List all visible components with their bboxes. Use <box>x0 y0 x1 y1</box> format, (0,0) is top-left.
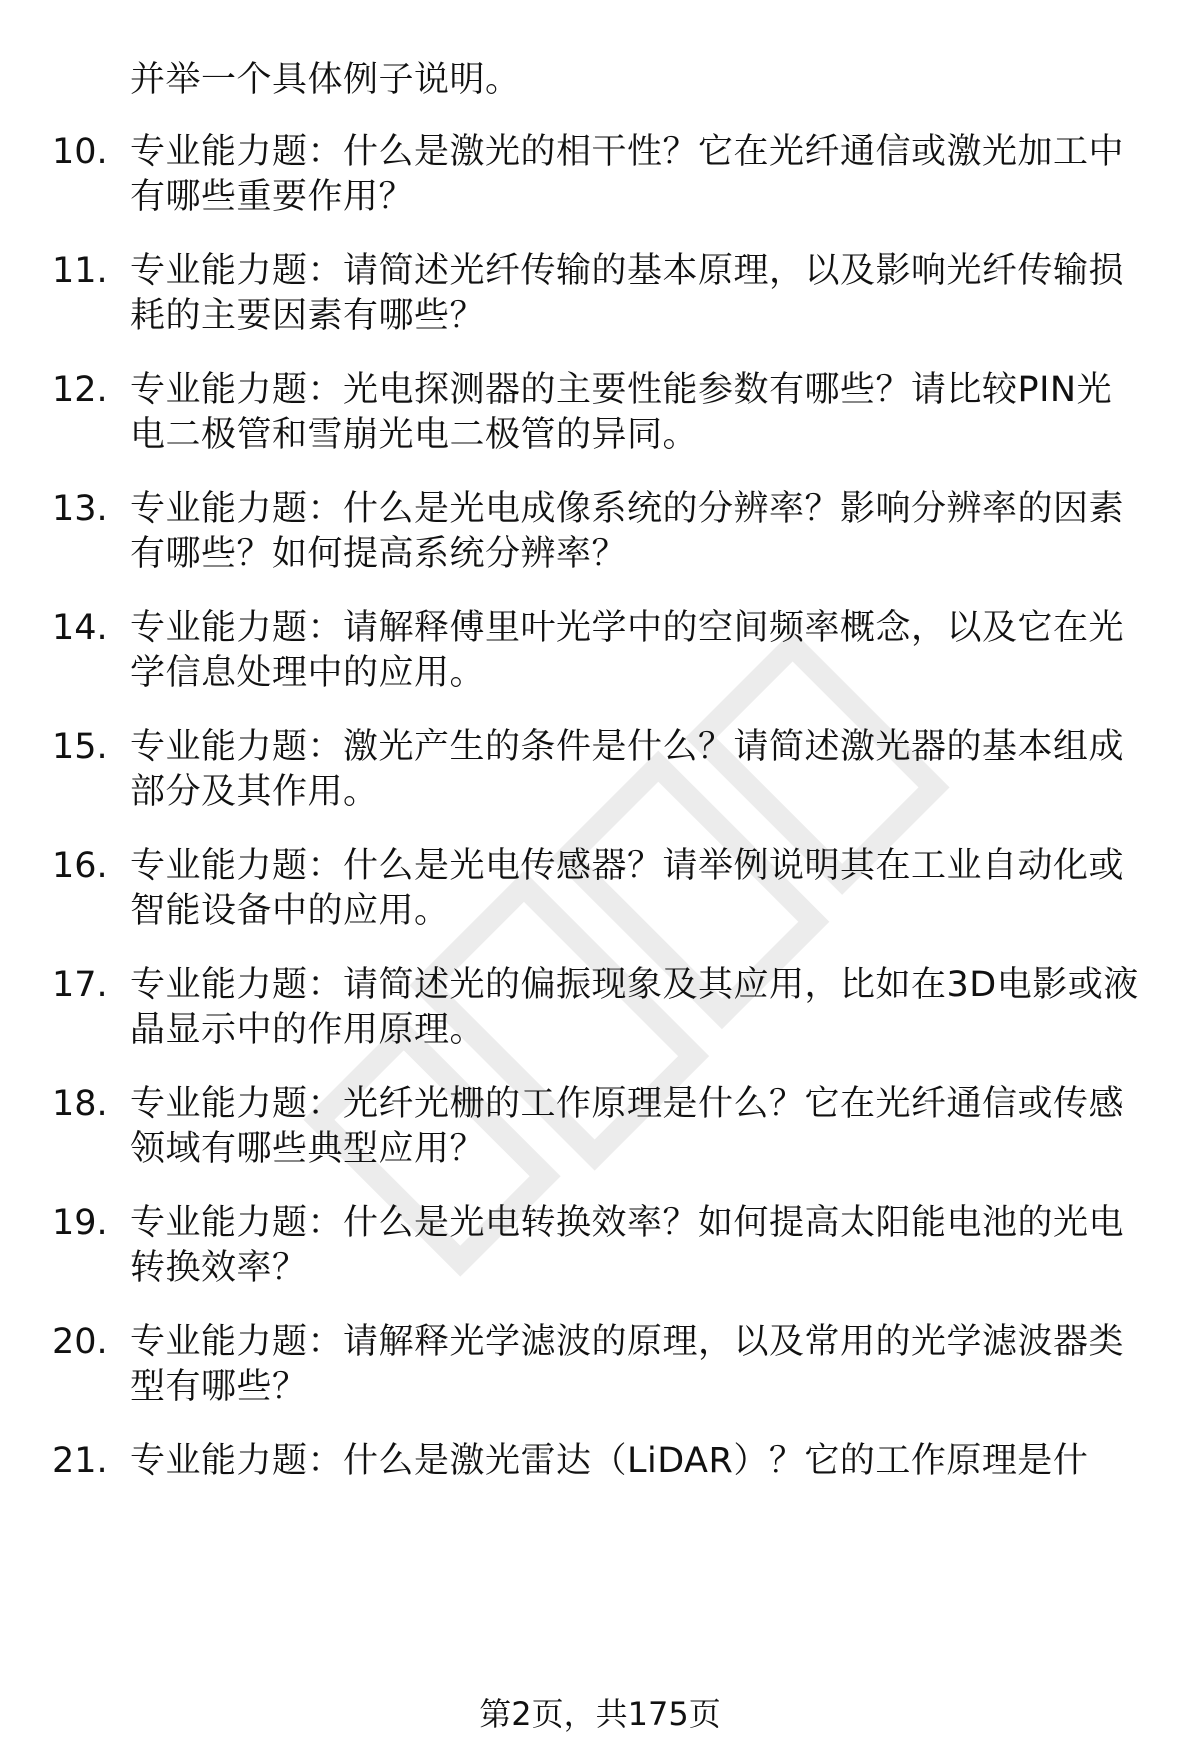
question-text-line-1: 专业能力题：请解释光学滤波的原理，以及常用的光学滤波器类 <box>130 1322 1125 1362</box>
question-text-line-2: 有哪些重要作用？ <box>130 177 415 217</box>
question-text-line-2: 学信息处理中的应用。 <box>130 653 486 693</box>
question-text-line-1: 专业能力题：请解释傅里叶光学中的空间频率概念，以及它在光 <box>130 608 1125 648</box>
question-text-line-2: 电二极管和雪崩光电二极管的异同。 <box>130 415 699 455</box>
question-number: 14. <box>52 608 108 648</box>
question-number: 11. <box>52 251 108 291</box>
question-text-line-1: 专业能力题：什么是光电传感器？请举例说明其在工业自动化或 <box>130 846 1125 886</box>
question-number: 18. <box>52 1084 108 1124</box>
question-text-line-2: 部分及其作用。 <box>130 772 379 812</box>
question-number: 16. <box>52 846 108 886</box>
question-text-line-1: 专业能力题：光电探测器的主要性能参数有哪些？请比较PIN光 <box>130 370 1113 410</box>
question-text-line-1: 专业能力题：激光产生的条件是什么？请简述激光器的基本组成 <box>130 727 1125 767</box>
question-number: 13. <box>52 489 108 529</box>
question-number: 12. <box>52 370 108 410</box>
question-text-line-1: 专业能力题：请简述光纤传输的基本原理，以及影响光纤传输损 <box>130 251 1125 291</box>
question-text-line-2: 有哪些？如何提高系统分辨率？ <box>130 534 628 574</box>
question-text-line-1: 专业能力题：什么是光电成像系统的分辨率？影响分辨率的因素 <box>130 489 1125 529</box>
page-footer: 第2页，共175页 <box>479 1695 721 1733</box>
question-text-line-2: 耗的主要因素有哪些？ <box>130 296 486 336</box>
question-text-line-2: 领域有哪些典型应用？ <box>130 1129 486 1169</box>
question-text-line-1: 专业能力题：请简述光的偏振现象及其应用，比如在3D电影或液 <box>130 965 1139 1005</box>
question-text-line-2: 转换效率？ <box>130 1248 308 1288</box>
question-text-line-2: 智能设备中的应用。 <box>130 891 450 931</box>
question-text-line-1: 专业能力题：什么是激光雷达（LiDAR）？它的工作原理是什 <box>130 1441 1089 1481</box>
question-number: 20. <box>52 1322 108 1362</box>
question-number: 21. <box>52 1441 108 1481</box>
question-text-line-1: 专业能力题：什么是激光的相干性？它在光纤通信或激光加工中 <box>130 132 1125 172</box>
question-number: 17. <box>52 965 108 1005</box>
question-number: 15. <box>52 727 108 767</box>
question-text-line-2: 晶显示中的作用原理。 <box>130 1010 486 1050</box>
question-text-line-1: 专业能力题：什么是光电转换效率？如何提高太阳能电池的光电 <box>130 1203 1125 1243</box>
question-number: 19. <box>52 1203 108 1243</box>
intro-continuation: 并举一个具体例子说明。 <box>130 60 521 100</box>
question-text-line-2: 型有哪些？ <box>130 1367 308 1407</box>
question-text-line-1: 专业能力题：光纤光栅的工作原理是什么？它在光纤通信或传感 <box>130 1084 1125 1124</box>
question-number: 10. <box>52 132 108 172</box>
